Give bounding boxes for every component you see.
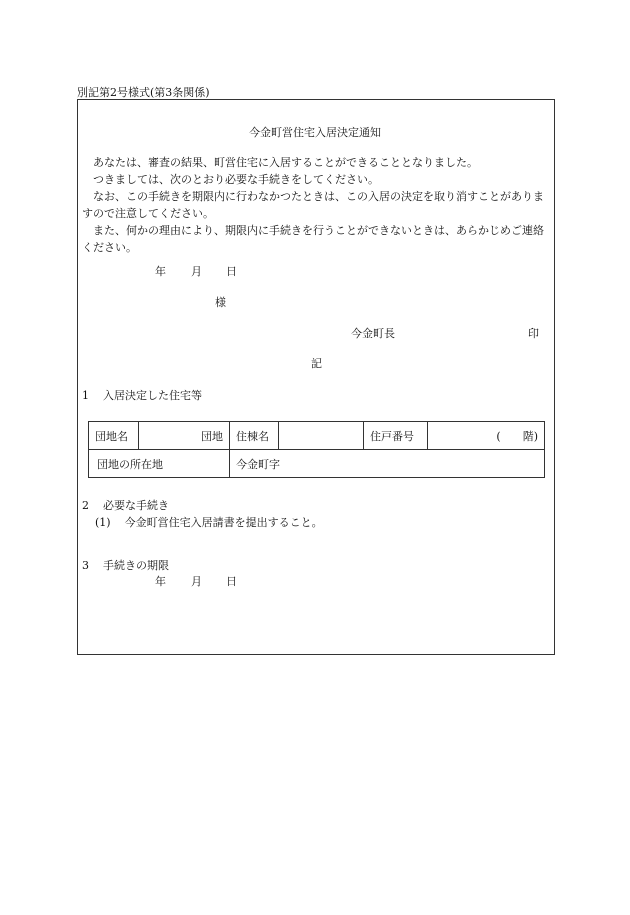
danchi-label: 団地名 bbox=[89, 422, 139, 450]
housing-table bbox=[88, 421, 545, 478]
danchi-value: 団地 bbox=[139, 422, 230, 450]
document-title: 今金町営住宅入居決定通知 bbox=[249, 126, 381, 139]
addressee-suffix: 様 bbox=[215, 296, 226, 309]
form-label: 別記第2号様式(第3条関係) bbox=[77, 86, 210, 99]
section-2-item-number: (1) bbox=[95, 516, 111, 529]
unit-label: 住戸番号 bbox=[364, 422, 428, 450]
unit-value: ( 階) bbox=[428, 422, 545, 450]
paragraph-4: また、何かの理由により、期限内に手続きを行うことができないときは、あらかじめご連絡ください。 bbox=[82, 224, 544, 254]
date-day: 日 bbox=[226, 265, 237, 278]
date-year: 年 bbox=[155, 265, 166, 278]
date-month: 月 bbox=[191, 265, 202, 278]
deadline-day: 日 bbox=[226, 575, 237, 588]
location-value: 今金町字 bbox=[230, 450, 545, 478]
deadline-year: 年 bbox=[155, 575, 166, 588]
section-2-title: 必要な手続き bbox=[103, 499, 169, 512]
section-1-heading bbox=[82, 387, 202, 403]
section-1-title: 入居決定した住宅等 bbox=[103, 389, 202, 402]
section-2-heading bbox=[82, 497, 169, 513]
paragraph-3: なお、この手続きを期限内に行わなかつたときは、この入居の決定を取り消すことがありますので注意してください。 bbox=[82, 190, 544, 220]
deadline-month: 月 bbox=[191, 575, 202, 588]
paragraph-2: つきましては、次のとおり必要な手続きをしてください。 bbox=[93, 173, 379, 186]
table-row bbox=[89, 450, 545, 478]
section-3-heading bbox=[82, 557, 169, 573]
section-2-number: 2 bbox=[82, 499, 89, 512]
section-3-title: 手続きの期限 bbox=[103, 559, 169, 572]
paragraph-1: あなたは、審査の結果、町営住宅に入居することができることとなりました。 bbox=[93, 156, 478, 169]
building-value bbox=[279, 422, 364, 450]
issuer: 今金町長 bbox=[351, 327, 395, 340]
table-row bbox=[89, 422, 545, 450]
location-label: 団地の所在地 bbox=[89, 450, 230, 478]
section-3-number: 3 bbox=[82, 559, 89, 572]
building-label: 住棟名 bbox=[230, 422, 279, 450]
section-1-number: 1 bbox=[82, 389, 89, 402]
section-2-item-text: 今金町営住宅入居請書を提出すること。 bbox=[124, 516, 323, 529]
seal-mark: 印 bbox=[528, 327, 539, 340]
section-2-item bbox=[95, 514, 323, 530]
ki-mark: 記 bbox=[311, 357, 322, 370]
